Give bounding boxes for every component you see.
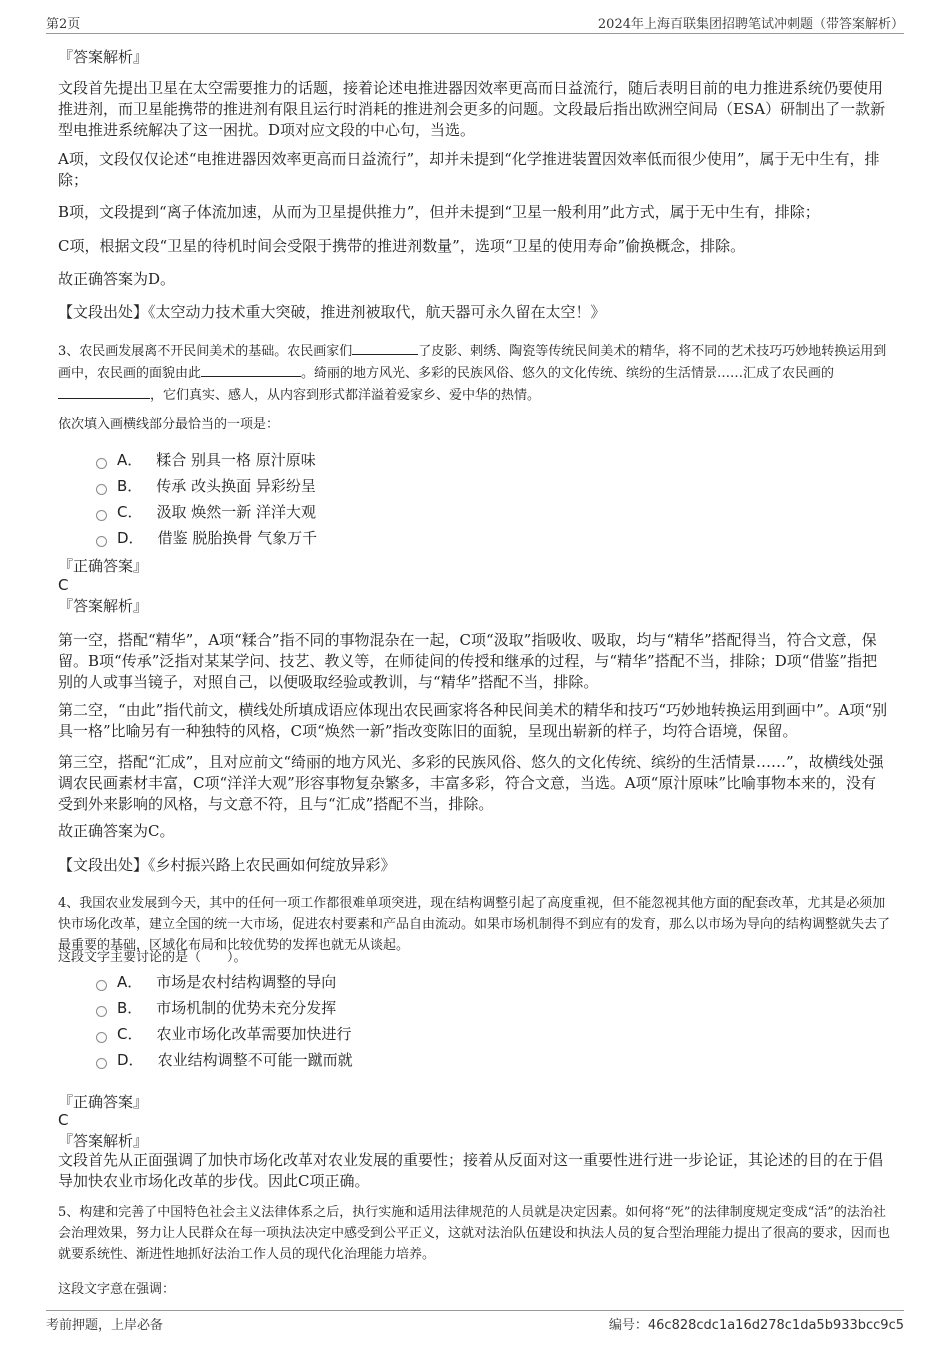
q3-option-b[interactable] <box>96 475 316 497</box>
option-letter: D． <box>117 1051 144 1069</box>
option-letter: C． <box>117 503 143 521</box>
q2-analysis-para2: A项，文段仅仅论述“电推进器因效率更高而日益流行”，却并未提到“化学推进装置因效率低而很少使用”，属于无中生有，排除； <box>58 150 880 189</box>
q2-conclusion: 故正确答案为D。 <box>58 270 176 288</box>
q3-analysis-label: 『答案解析』 <box>58 597 149 615</box>
option-letter: A． <box>117 451 143 469</box>
q3-analysis-para2: 第二空，“由此”指代前文，横线处所填成语应体现出农民画家将各种民间美术的精华和技巧“巧妙地转换运用到画中”。A项“别具一格”比喻另有一种独特的风格，C项“焕然一新”指改变陈旧的面貌，呈现出崭新的样子，均符合语境，保留。 <box>58 701 888 740</box>
q3-stem-part3: 。绮丽的地方风光、多彩的民族风俗、悠久的文化传统、缤纷的生活情景……汇成了农民画的 <box>301 366 835 381</box>
document-id-label: 编号： <box>608 1318 648 1333</box>
q3-option-a[interactable] <box>96 449 316 471</box>
q3-source: 【文段出处】《乡村振兴路上农民画如何绽放异彩》 <box>58 856 396 874</box>
option-text: 农业结构调整不可能一蹴而就 <box>157 1051 353 1069</box>
option-letter: D． <box>117 529 144 547</box>
q4-option-d[interactable] <box>96 1049 353 1071</box>
q4-stem: 4、我国农业发展到今天，其中的任何一项工作都很难单项突进，现在结构调整引起了高度重视，但不能忽视其他方面的配套改革，尤其是必须加快市场化改革，建立全国的统一大市场，促进农村要素和产品自由流动。如果市场机制得不到应有的发育，那么以市场为导向的结构调整就失去了最重要的基础，区域化布局和比较优势的发挥也就无从谈起。 <box>58 896 891 953</box>
q2-analysis-label: 『答案解析』 <box>58 48 149 66</box>
page-number: 第2页 <box>46 17 81 32</box>
q3-analysis-para3: 第三空，搭配“汇成”，且对应前文“绮丽的地方风光、多彩的民族风俗、悠久的文化传统、缤纷的生活情景……”，故横线处强调农民画素材丰富，C项“洋洋大观”形容事物复杂繁多，丰富多彩，符合文意，当选。A项“原汁原味”比喻事物本来的，没有受到外来影响的风格，与文意不符，且与“汇成”搭配不当，排除。 <box>58 753 884 813</box>
q3-prompt: 依次填入画横线部分最恰当的一项是： <box>58 417 280 432</box>
q3-stem-part2: 了皮影、剌绣、陶瓷等传统民间美术的精华，将不同的艺术技巧巧妙地转换运用到画中，农民画的面貌由此 <box>58 344 887 381</box>
q4-analysis-label: 『答案解析』 <box>58 1132 149 1150</box>
radio-icon[interactable] <box>96 536 107 547</box>
q4-option-a[interactable] <box>96 971 336 993</box>
q4-correct-answer: C <box>58 1111 69 1129</box>
q3-correct-answer: C <box>58 576 69 594</box>
radio-icon[interactable] <box>96 980 107 991</box>
option-text: 传承 改头换面 异彩纷呈 <box>156 477 316 495</box>
footer-slogan: 考前押题，上岸必备 <box>46 1318 164 1333</box>
q4-option-c[interactable] <box>96 1023 352 1045</box>
q3-option-c[interactable] <box>96 501 316 523</box>
q2-analysis-para4: C项，根据文段“卫星的待机时间会受限于携带的推进剂数量”，选项“卫星的使用寿命”偷换概念，排除。 <box>58 237 746 255</box>
q5-prompt: 这段文字意在强调： <box>58 1282 176 1297</box>
page-header <box>46 11 904 34</box>
option-text: 市场是农村结构调整的导向 <box>156 973 337 991</box>
radio-icon[interactable] <box>96 1032 107 1043</box>
page-footer <box>46 1310 904 1333</box>
q4-analysis: 文段首先从正面强调了加快市场化改革对农业发展的重要性；接着从反面对这一重要性进行进一步论证，其论述的目的在于倡导加快农业市场化改革的步伐。因此C项正确。 <box>58 1151 884 1190</box>
q3-analysis-para1: 第一空，搭配“精华”，A项“糅合”指不同的事物混杂在一起，C项“汲取”指吸收、吸取，均与“精华”搭配得当，符合文意，保留。B项“传承”泛指对某某学问、技艺、教义等，在师徒间的传授和继承的过程，与“精华”搭配不当，排除；D项“借鉴”指把别的人或事当镜子，对照自己，以便吸取经验或教训，与“精华”搭配不当，排除。 <box>58 631 878 691</box>
q3-stem <box>58 340 890 406</box>
q2-analysis-para3: B项，文段提到“离子体流加速，从而为卫星提供推力”，但并未提到“卫星一般利用”此方式，属于无中生有，排除； <box>58 203 820 221</box>
option-text: 农业市场化改革需要加快进行 <box>156 1025 352 1043</box>
q3-stem-part4: ，它们真实、感人，从内容到形式都洋溢着爱家乡、爱中华的热情。 <box>150 388 541 403</box>
q4-option-b[interactable] <box>96 997 336 1019</box>
q4-prompt: 这段文字主要讨论的是（ ）。 <box>58 950 247 965</box>
q3-conclusion: 故正确答案为C。 <box>58 822 175 840</box>
radio-icon[interactable] <box>96 458 107 469</box>
q3-option-d[interactable] <box>96 527 317 549</box>
radio-icon[interactable] <box>96 1006 107 1017</box>
option-letter: B． <box>117 999 143 1017</box>
q2-source: 【文段出处】《太空动力技术重大突破，推进剂被取代，航天器可永久留在太空！》 <box>58 303 606 321</box>
option-letter: A． <box>117 973 143 991</box>
q3-blank-3 <box>58 384 150 399</box>
radio-icon[interactable] <box>96 1058 107 1069</box>
q4-correct-label: 『正确答案』 <box>58 1093 149 1111</box>
q3-blank-1 <box>352 340 418 355</box>
q2-analysis-para1: 文段首先提出卫星在太空需要推力的话题，接着论述电推进器因效率更高而日益流行，随后表明目前的电力推进系统仍要使用推进剂，而卫星能携带的推进剂有限且运行时消耗的推进剂会更多的问题。文段最后指出欧洲空间局（ESA）研制出了一款新型电推进系统解决了这一困扰。D项对应文段的中心句，当选。 <box>58 79 886 139</box>
option-text: 糅合 别具一格 原汁原味 <box>156 451 316 469</box>
option-text: 市场机制的优势未充分发挥 <box>156 999 337 1017</box>
document-title: 2024年上海百联集团招聘笔试冲刺题（带答案解析） <box>597 17 904 32</box>
radio-icon[interactable] <box>96 510 107 521</box>
option-letter: B． <box>117 477 143 495</box>
option-text: 汲取 焕然一新 洋洋大观 <box>156 503 317 521</box>
radio-icon[interactable] <box>96 484 107 495</box>
document-id-value: 46c828cdc1a16d278c1da5b933bcc9c5 <box>647 1318 904 1333</box>
q3-correct-label: 『正确答案』 <box>58 557 149 575</box>
document-id <box>609 1314 904 1333</box>
q3-stem-part1: 3、农民画发展离不开民间美术的基础。农民画家们 <box>58 344 353 359</box>
option-text: 借鉴 脱胎换骨 气象万千 <box>157 529 318 547</box>
q3-blank-2 <box>201 362 301 377</box>
option-letter: C． <box>117 1025 143 1043</box>
q5-stem: 5、构建和完善了中国特色社会主义法律体系之后，执行实施和适用法律规范的人员就是决定因素。如何将“死”的法律制度规定变成“活”的法治社会治理效果，努力让人民群众在每一项执法决定中感受到公平正义，这就对法治队伍建设和执法人员的复合型治理能力提出了很高的要求，因而也就要系统性、渐进性地抓好法治工作人员的现代化治理能力培养。 <box>58 1205 891 1262</box>
